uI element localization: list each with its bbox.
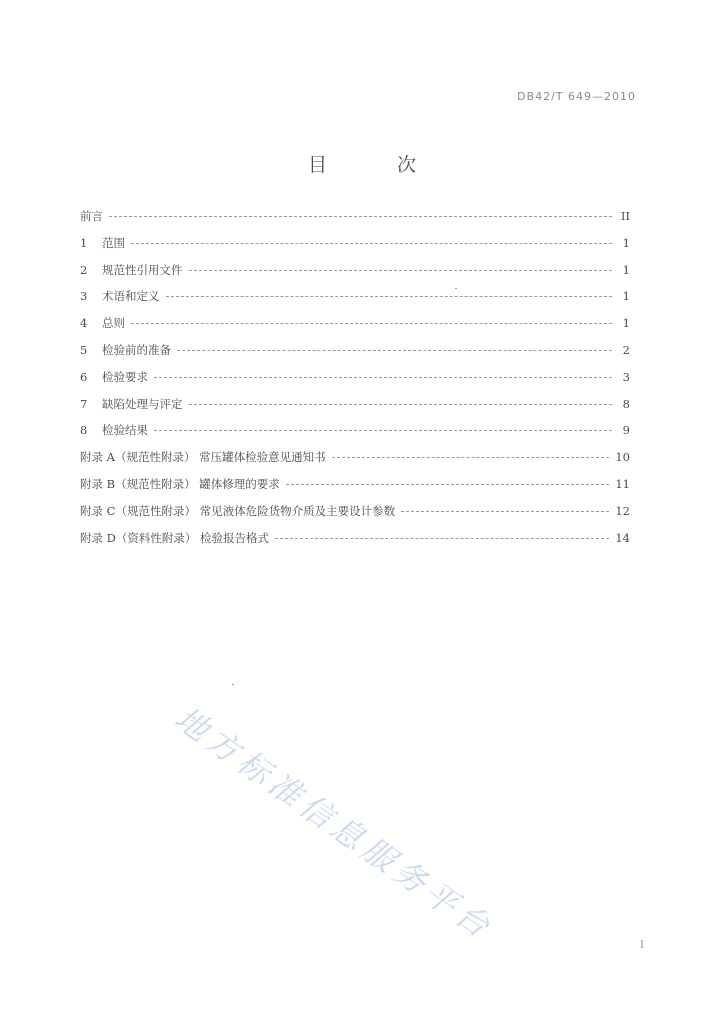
toc-entry-label: 检验前的准备 <box>102 342 171 357</box>
toc-entry[interactable] <box>80 208 630 235</box>
leader-dots <box>401 511 609 512</box>
toc-entry-page: 10 <box>615 450 630 465</box>
toc-entry-page: 1 <box>622 289 630 304</box>
leader-dots <box>109 216 612 217</box>
leader-dots <box>154 430 612 431</box>
toc-entry-label: 附录 D（资料性附录） 检验报告格式 <box>80 530 270 545</box>
toc-entry-page: 14 <box>615 530 630 545</box>
toc-entry-label: 总则 <box>102 316 125 331</box>
toc-entry-page: 12 <box>615 503 630 518</box>
toc-entry-label: 范围 <box>102 235 125 250</box>
toc-entry-page: II <box>620 209 630 223</box>
toc-entry-page: 1 <box>622 262 630 277</box>
toc-appendix-entry[interactable] <box>80 530 630 557</box>
leader-dots <box>275 538 609 539</box>
toc-entry-page: 1 <box>622 235 630 250</box>
scan-speck <box>455 288 457 289</box>
toc-entry-number: 5 <box>80 342 88 357</box>
toc-entry-number: 4 <box>80 316 88 331</box>
toc-entry-page: 1 <box>622 316 630 331</box>
toc-entry-label: 附录 B（规范性附录） 罐体修理的要求 <box>80 476 280 491</box>
standard-code: DB42/T 649—2010 <box>517 90 636 103</box>
toc-entry[interactable] <box>80 262 630 289</box>
toc-entry-number: 6 <box>80 369 88 384</box>
toc-entry[interactable] <box>80 369 630 396</box>
toc-entry-number: 7 <box>80 396 88 411</box>
toc-entry-label: 缺陷处理与评定 <box>102 396 183 411</box>
toc-entry[interactable] <box>80 288 630 315</box>
toc-entry-number: 2 <box>80 262 88 277</box>
leader-dots <box>131 323 612 324</box>
toc-entry-number: 8 <box>80 423 88 438</box>
toc-entry-page: 2 <box>622 342 630 357</box>
toc-entry-label: 前言 <box>80 209 103 223</box>
toc-entry-number: 1 <box>80 235 88 250</box>
leader-dots <box>189 270 613 271</box>
leader-dots <box>166 296 613 297</box>
leader-dots <box>189 404 613 405</box>
toc-entry-page: 9 <box>622 423 630 438</box>
toc-entry-page: 11 <box>615 476 630 491</box>
page-number: I <box>640 940 644 951</box>
scan-speck <box>232 684 234 685</box>
toc-entry-number: 3 <box>80 289 88 304</box>
toc-entry[interactable] <box>80 315 630 342</box>
toc-entry[interactable] <box>80 396 630 423</box>
toc-entry[interactable] <box>80 235 630 262</box>
toc-entry-label: 检验结果 <box>102 423 148 438</box>
toc-entry[interactable] <box>80 422 630 449</box>
toc-appendix-entry[interactable] <box>80 503 630 530</box>
toc-entry-label: 附录 A（规范性附录） 常压罐体检验意见通知书 <box>80 450 326 465</box>
toc-entry-label: 检验要求 <box>102 369 148 384</box>
table-of-contents <box>80 208 630 556</box>
toc-entry-page: 8 <box>622 396 630 411</box>
toc-appendix-entry[interactable] <box>80 476 630 503</box>
leader-dots <box>332 457 610 458</box>
leader-dots <box>154 377 612 378</box>
toc-entry[interactable] <box>80 342 630 369</box>
toc-entry-page: 3 <box>622 369 630 384</box>
leader-dots <box>286 484 610 485</box>
toc-title: 目 次 <box>307 154 449 176</box>
toc-entry-label: 规范性引用文件 <box>102 262 183 277</box>
leader-dots <box>131 243 612 244</box>
toc-entry-label: 附录 C（规范性附录） 常见液体危险货物介质及主要设计参数 <box>80 503 396 518</box>
leader-dots <box>177 350 612 351</box>
watermark: 地方标准信息服务平台 <box>167 699 502 949</box>
toc-entry-label: 术语和定义 <box>102 289 160 304</box>
toc-appendix-entry[interactable] <box>80 449 630 476</box>
